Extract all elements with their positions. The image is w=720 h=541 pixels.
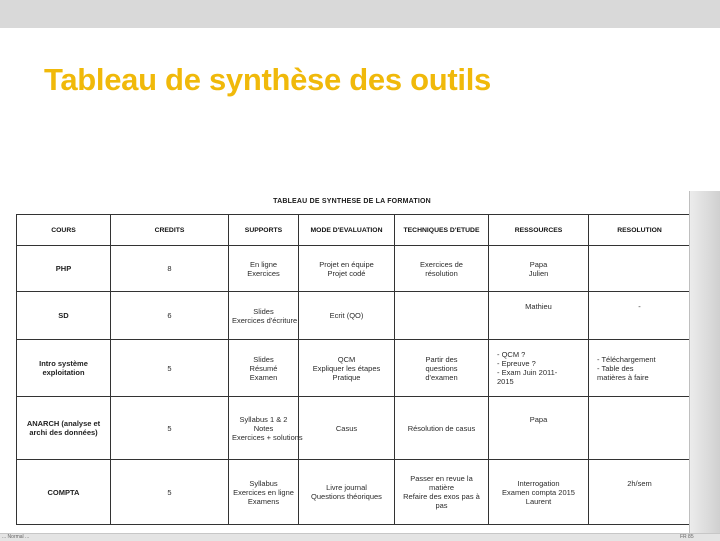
synthesis-table xyxy=(16,214,691,525)
table-header-row xyxy=(17,215,691,246)
cell-line: Pratique xyxy=(332,372,361,382)
cell-line: Casus xyxy=(335,423,358,433)
cell-line xyxy=(592,424,687,433)
cell-line: - Table des xyxy=(597,363,634,373)
cell-line: Notes xyxy=(253,423,274,433)
table-row xyxy=(17,340,691,397)
cell-line xyxy=(492,311,585,320)
status-left-text: ... Normal ... xyxy=(2,534,30,540)
cell-line xyxy=(592,497,687,506)
cell-line xyxy=(592,488,687,497)
cell-line: - Téléchargement xyxy=(597,354,656,364)
cell-line: matière xyxy=(428,483,454,492)
cell-line xyxy=(592,311,687,320)
credits-cell: 5 xyxy=(111,397,229,460)
cell-line: Syllabus xyxy=(249,478,278,488)
cell-line: ANARCH (analyse et xyxy=(26,419,101,428)
credits-cell: 5 xyxy=(111,340,229,397)
slide-title: Tableau de synthèse des outils xyxy=(44,62,491,97)
cell-line: Examen xyxy=(249,372,278,382)
supports-cell xyxy=(229,340,299,397)
cell-line: archi des données) xyxy=(29,428,98,437)
cell-line: SD xyxy=(58,311,69,320)
cell-line xyxy=(492,433,585,442)
embedded-document xyxy=(14,191,718,540)
cell-line: Examens xyxy=(247,496,280,506)
resources-cell xyxy=(489,246,589,292)
resources-cell xyxy=(489,397,589,460)
cell-line: - QCM ? xyxy=(497,350,526,359)
cell-line: Laurent xyxy=(525,496,552,506)
header-cell: MODE D'EVALUATION xyxy=(299,215,395,246)
resolution-cell xyxy=(589,397,691,460)
cell-line: - Exam Juin 2011- xyxy=(497,368,558,377)
cell-line xyxy=(592,264,687,273)
evaluation-cell xyxy=(299,397,395,460)
vertical-scrollbar[interactable] xyxy=(689,191,720,540)
techniques-cell xyxy=(395,460,489,525)
cell-line: Ecrit (QO) xyxy=(329,311,364,320)
course-cell xyxy=(17,340,111,397)
techniques-cell xyxy=(395,340,489,397)
credits-cell: 5 xyxy=(111,460,229,525)
table-row xyxy=(17,246,691,292)
status-right-text: FR 85 xyxy=(680,534,694,540)
techniques-cell xyxy=(395,246,489,292)
cell-line: Syllabus 1 & 2 xyxy=(239,414,288,424)
cell-line: Projet en équipe xyxy=(319,259,374,269)
resources-cell xyxy=(489,460,589,525)
cell-line: Intro système xyxy=(39,359,88,368)
cell-line xyxy=(592,320,687,329)
cell-line: Passer en revue la xyxy=(410,474,473,483)
cell-line: Questions théoriques xyxy=(311,492,382,501)
cell-line: pas xyxy=(435,501,448,510)
cell-line: questions xyxy=(425,363,458,373)
evaluation-cell xyxy=(299,340,395,397)
cell-line: Papa xyxy=(529,414,548,424)
cell-line: Interrogation xyxy=(517,478,560,488)
cell-line: résolution xyxy=(425,268,458,278)
cell-line: Projet codé xyxy=(327,268,366,278)
cell-line: Exercices de xyxy=(420,259,463,269)
header-cell: CREDITS xyxy=(111,215,229,246)
cell-line: Résolution de casus xyxy=(407,423,476,433)
resources-cell xyxy=(489,292,589,340)
course-cell xyxy=(17,246,111,292)
evaluation-cell xyxy=(299,246,395,292)
cell-line: Exercices + solutions xyxy=(232,432,303,442)
cell-line: - Epreuve ? xyxy=(497,359,536,368)
cell-line: Papa xyxy=(529,259,548,269)
cell-line: Slides xyxy=(253,354,274,364)
cell-line: Refaire des exos pas à xyxy=(403,492,480,501)
cell-line: matières à faire xyxy=(597,372,649,382)
top-gray-band xyxy=(0,0,720,28)
cell-line: COMPTA xyxy=(47,487,80,497)
cell-line: Examen compta 2015 xyxy=(502,487,575,497)
cell-line: Julien xyxy=(528,268,549,278)
cell-line: Slides xyxy=(253,306,274,316)
credits-cell: 8 xyxy=(111,246,229,292)
cell-line: Livre journal xyxy=(326,483,367,492)
table-row xyxy=(17,460,691,525)
supports-cell xyxy=(229,460,299,525)
cell-line: - xyxy=(638,302,641,311)
resources-cell xyxy=(489,340,589,397)
header-cell: RESSOURCES xyxy=(489,215,589,246)
cell-line: QCM xyxy=(337,354,356,364)
cell-line: Résumé xyxy=(249,363,278,373)
cell-line: Exercices xyxy=(247,268,280,278)
course-cell xyxy=(17,292,111,340)
table-row xyxy=(17,292,691,340)
header-cell: TECHNIQUES D'ETUDE xyxy=(395,215,489,246)
resolution-cell xyxy=(589,460,691,525)
header-cell: RESOLUTION xyxy=(589,215,691,246)
resolution-cell xyxy=(589,246,691,292)
supports-cell xyxy=(229,397,303,460)
cell-line xyxy=(398,311,485,320)
cell-line: Exercices d'écriture xyxy=(232,315,298,325)
table-row xyxy=(17,397,691,460)
document-title: TABLEAU DE SYNTHESE DE LA FORMATION xyxy=(273,198,431,205)
cell-line: 2h/sem xyxy=(627,478,652,488)
cell-line: PHP xyxy=(55,264,72,273)
cell-line: exploitation xyxy=(42,368,85,377)
supports-cell xyxy=(229,292,299,340)
resolution-cell xyxy=(589,340,691,397)
course-cell xyxy=(17,397,111,460)
cell-line xyxy=(492,320,585,329)
cell-line: Partir des xyxy=(425,354,458,364)
credits-cell: 6 xyxy=(111,292,229,340)
evaluation-cell xyxy=(299,460,395,525)
supports-cell xyxy=(229,246,299,292)
cell-line xyxy=(492,424,585,433)
cell-line: 2015 xyxy=(497,377,514,386)
cell-line: En ligne xyxy=(249,259,278,269)
cell-line: Exercices en ligne xyxy=(233,487,294,497)
header-cell: SUPPORTS xyxy=(229,215,299,246)
techniques-cell xyxy=(395,397,489,460)
cell-line: d'examen xyxy=(425,372,458,382)
techniques-cell xyxy=(395,292,489,340)
evaluation-cell xyxy=(299,292,395,340)
course-cell xyxy=(17,460,111,525)
header-cell: COURS xyxy=(17,215,111,246)
resolution-cell xyxy=(589,292,691,340)
cell-line: Mathieu xyxy=(525,302,552,311)
cell-line: Expliquer les étapes xyxy=(312,363,381,373)
